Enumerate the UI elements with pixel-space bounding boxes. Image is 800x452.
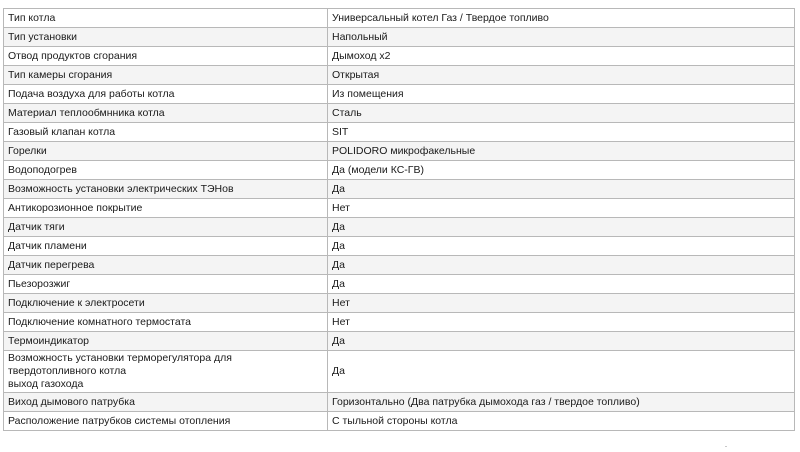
decorative-dot xyxy=(725,446,727,447)
spec-name: Пьезорозжиг xyxy=(4,275,328,294)
table-row xyxy=(4,142,795,161)
table-row xyxy=(4,218,795,237)
spec-name: Тип установки xyxy=(4,28,328,47)
spec-name: Подача воздуха для работы котла xyxy=(4,85,328,104)
spec-name: Тип камеры сгорания xyxy=(4,66,328,85)
spec-name: Расположение патрубков системы отопления xyxy=(4,412,328,431)
spec-value: Да (модели КС-ГВ) xyxy=(328,161,795,180)
spec-name: Тип котла xyxy=(4,9,328,28)
spec-value: Горизонтально (Два патрубка дымохода газ / твердое топливо) xyxy=(328,393,795,412)
spec-value: С тыльной стороны котла xyxy=(328,412,795,431)
spec-value: Сталь xyxy=(328,104,795,123)
table-row xyxy=(4,123,795,142)
spec-value: Универсальный котел Газ / Твердое топливо xyxy=(328,9,795,28)
table-row xyxy=(4,237,795,256)
spec-name: Газовый клапан котла xyxy=(4,123,328,142)
table-row xyxy=(4,393,795,412)
spec-name: Термоиндикатор xyxy=(4,332,328,351)
spec-name: Водоподогрев xyxy=(4,161,328,180)
spec-value: Нет xyxy=(328,294,795,313)
spec-name: Датчик тяги xyxy=(4,218,328,237)
spec-value: SIT xyxy=(328,123,795,142)
spec-name: Возможность установки терморегулятора для твердотопливного котла выход газохода xyxy=(4,351,328,393)
spec-value: Нет xyxy=(328,313,795,332)
table-row xyxy=(4,294,795,313)
spec-name: Подключение комнатного термостата xyxy=(4,313,328,332)
table-row xyxy=(4,313,795,332)
spec-value: POLIDORO микрофакельные xyxy=(328,142,795,161)
spec-name: Подключение к электросети xyxy=(4,294,328,313)
spec-name: Отвод продуктов сгорания xyxy=(4,47,328,66)
table-row xyxy=(4,161,795,180)
table-row xyxy=(4,104,795,123)
spec-value: Да xyxy=(328,256,795,275)
spec-value: Напольный xyxy=(328,28,795,47)
spec-value: Открытая xyxy=(328,66,795,85)
spec-name: Датчик перегрева xyxy=(4,256,328,275)
table-row xyxy=(4,199,795,218)
spec-value: Да xyxy=(328,351,795,393)
spec-value: Да xyxy=(328,218,795,237)
table-row xyxy=(4,9,795,28)
table-row xyxy=(4,332,795,351)
spec-value: Из помещения xyxy=(328,85,795,104)
table-row xyxy=(4,256,795,275)
spec-name: Виход дымового патрубка xyxy=(4,393,328,412)
table-row xyxy=(4,28,795,47)
spec-name: Датчик пламени xyxy=(4,237,328,256)
spec-value: Да xyxy=(328,332,795,351)
spec-value: Нет xyxy=(328,199,795,218)
spec-name: Возможность установки электрических ТЭНов xyxy=(4,180,328,199)
table-row xyxy=(4,412,795,431)
spec-value: Дымоход x2 xyxy=(328,47,795,66)
table-row xyxy=(4,275,795,294)
table-row xyxy=(4,351,795,393)
spec-name: Материал теплообмнника котла xyxy=(4,104,328,123)
table-row xyxy=(4,180,795,199)
spec-value: Да xyxy=(328,180,795,199)
spec-name: Горелки xyxy=(4,142,328,161)
spec-name: Антикорозионное покрытие xyxy=(4,199,328,218)
table-row xyxy=(4,66,795,85)
spec-value: Да xyxy=(328,275,795,294)
table-row xyxy=(4,85,795,104)
table-row xyxy=(4,47,795,66)
specs-table xyxy=(3,8,795,431)
spec-value: Да xyxy=(328,237,795,256)
